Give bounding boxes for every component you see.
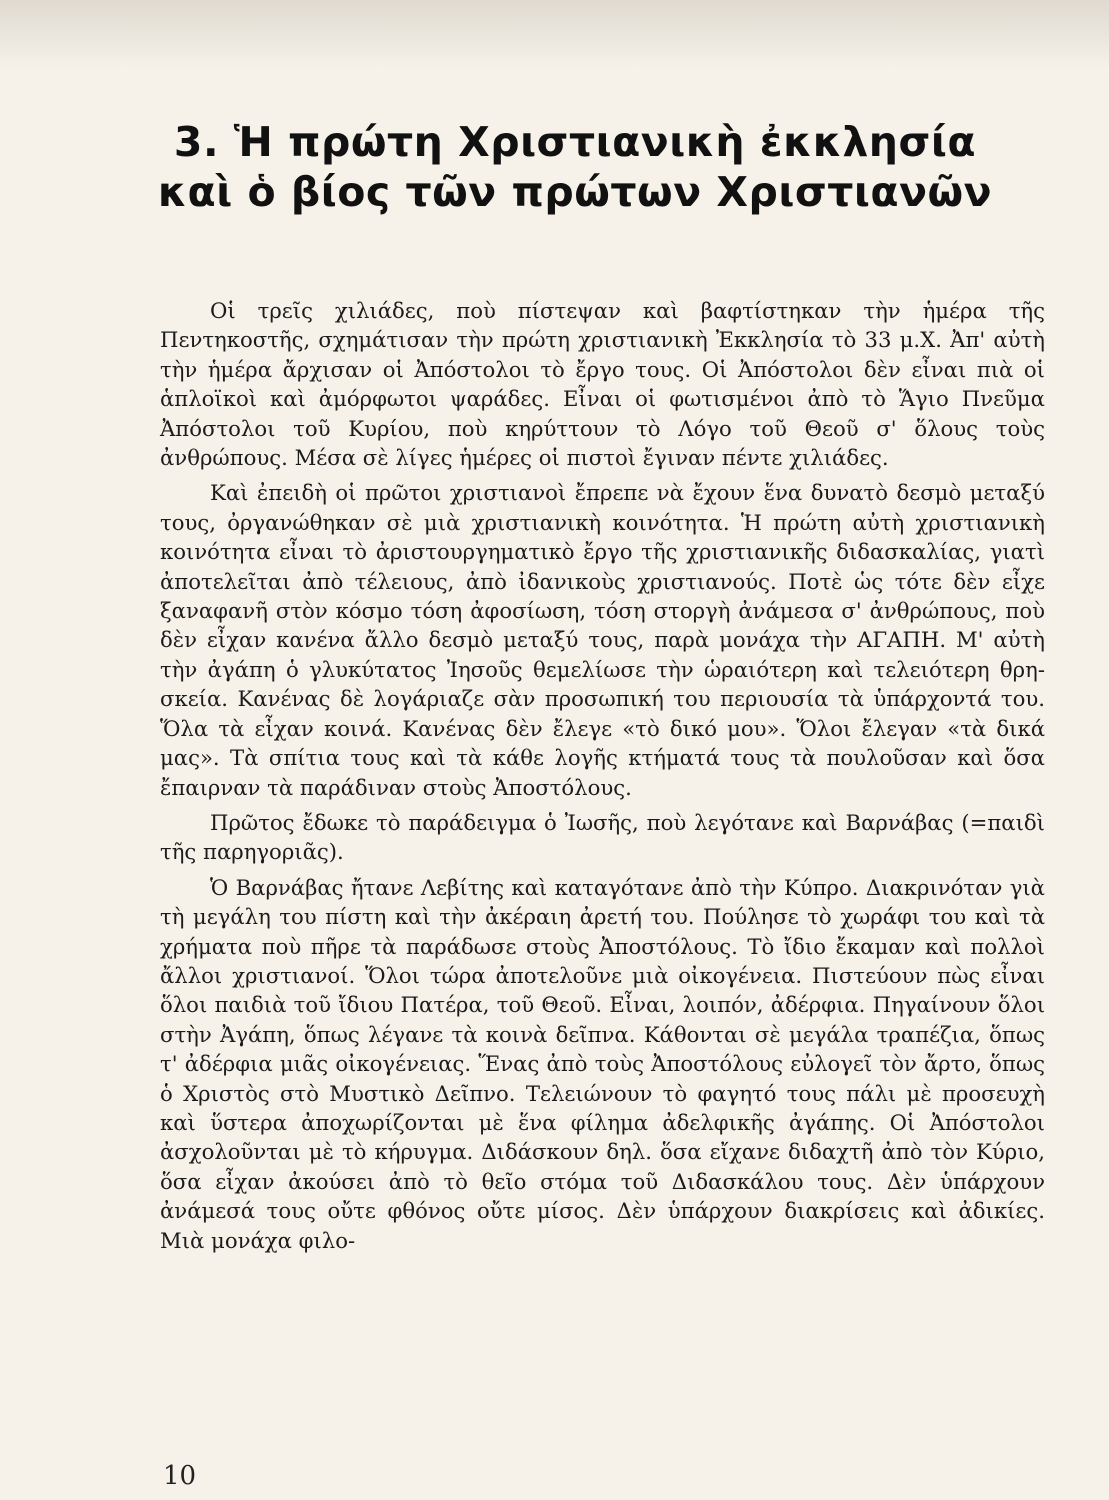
page-number: 10 bbox=[163, 1461, 197, 1491]
chapter-title-line-2: καὶ ὁ βίος τῶν πρώτων Χριστιανῶν bbox=[157, 168, 993, 216]
paragraph-2: Καὶ ἐπειδὴ οἱ πρῶτοι χριστιανοὶ ἔπρεπε νὰ ἔχουν ἕνα δυνατὸ δεσμὸ μεταξύ τους, ὀργανώθηκαν σὲ μιὰ χριστιανικὴ κοινότητα. Ἡ πρώτη αὐτὴ χριστιανικὴ κοινότητα εἶναι τὸ ἀριστουργηματικὸ ἔργο τῆς χριστιανικῆς διδασκαλίας, γιατὶ ἀποτελεῖται ἀπὸ τέλειους, ἀπὸ ἰδανικοὺς χριστιανούς. Ποτὲ ὡς τότε δὲν εἶχε ξαναφανῆ στὸν κόσμο τόση ἀφοσίωση, τόση στοργὴ ἀνάμεσα σ' ἀνθρώπους, ποὺ δὲν εἶχαν κανένα ἄλλο δεσμὸ μεταξύ τους, παρὰ μονάχα τὴν ΑΓΑΠΗ. Μ' αὐτὴ τὴν ἀγάπη ὁ γλυκύτατος Ἰησοῦς θεμελίωσε τὴν ὡραιότερη καὶ τελειότερη θρησκεία. Κανένας δὲ λογάριαζε σὰν προσωπική του περιουσία τὰ ὑπάρχοντά του. Ὅλα τὰ εἶχαν κοινά. Κανένας δὲν ἔλεγε «τὸ δικό μου». Ὅλοι ἔλεγαν «τὰ δικά μας». Τὰ σπίτια τους καὶ τὰ κάθε λογῆς κτήματά τους τὰ πουλοῦσαν καὶ ὅσα ἔπαιρναν τὰ παράδιναν στοὺς Ἀποστόλους. bbox=[160, 480, 1045, 800]
page-shadow bbox=[0, 0, 1109, 70]
paragraph-4: Ὁ Βαρνάβας ἤτανε Λεβίτης καὶ καταγότανε ἀπὸ τὴν Κύπρο. Διακρινόταν γιὰ τὴ μεγάλη του πίστη καὶ τὴν ἀκέραιη ἀρετή του. Πούλησε τὸ χωράφι του καὶ τὰ χρήματα ποὺ πῆρε τὰ παράδωσε στοὺς Ἀποστόλους. Τὸ ἴδιο ἔκαμαν καὶ πολλοὶ ἄλλοι χριστιανοί. Ὅλοι τώρα ἀποτελοῦνε μιὰ οἰκογένεια. Πιστεύουν πὼς εἶναι ὅλοι παιδιὰ τοῦ ἴδιου Πατέρα, τοῦ Θεοῦ. Εἶναι, λοιπόν, ἀδέρφια. Πηγαίνουν ὅλοι στὴν Ἀγάπη, ὅπως λέγανε τὰ κοινὰ δεῖπνα. Κάθονται σὲ μεγάλα τραπέζια, ὅπως τ' ἀδέρφια μιᾶς οἰκογένειας. Ἕνας ἀπὸ τοὺς Ἀποστόλους εὐλογεῖ τὸν ἄρτο, ὅπως ὁ Χριστὸς στὸ Μυστικὸ Δεῖπνο. Τελειώνουν τὸ φαγητό τους πάλι μὲ προσευχὴ καὶ ὕστερα ἀποχωρίζονται μὲ ἕνα φίλημα ἀδελφικῆς ἀγάπης. Οἱ Ἀπόστολοι ἀσχολοῦνται μὲ τὸ κήρυγμα. Διδάσκουν δηλ. ὅσα εἴχανε διδαχτῆ ἀπὸ τὸν Κύριο, ὅσα εἶχαν ἀκούσει ἀπὸ τὸ θεῖο στόμα τοῦ Διδασκάλου τους. Δὲν ὑπάρχουν ἀνάμεσά τους οὔτε φθόνος οὔτε μίσος. Δὲν ὑπάρχουν διακρίσεις καὶ ἀδικίες. Μιὰ μονάχα φιλο- bbox=[160, 874, 1045, 1253]
chapter-title-line-1: 3. Ἡ πρώτη Χριστιανικὴ ἐκκλησία bbox=[173, 118, 977, 166]
body-text bbox=[160, 296, 1045, 1261]
paragraph-1: Οἱ τρεῖς χιλιάδες, ποὺ πίστεψαν καὶ βαφτίστηκαν τὴν ἡμέρα τῆς Πεντηκοστῆς, σχημάτισαν τὴν πρώτη χριστιανικὴ Ἐκκλησία τὸ 33 μ.Χ. Ἀπ' αὐτὴ τὴν ἡμέρα ἄρχισαν οἱ Ἀπόστολοι τὸ ἔργο τους. Οἱ Ἀπόστολοι δὲν εἶναι πιὰ οἱ ἁπλοϊκοὶ καὶ ἀμόρφωτοι ψαράδες. Εἶναι οἱ φωτισμένοι ἀπὸ τὸ Ἅγιο Πνεῦμα Ἀπόστολοι τοῦ Κυρίου, ποὺ κηρύττουν τὸ Λόγο τοῦ Θεοῦ σ' ὅλους τοὺς ἀνθρώπους. Μέσα σὲ λίγες ἡμέρες οἱ πιστοὶ ἔγιναν πέντε χιλιάδες. bbox=[160, 298, 1045, 471]
paragraph-3: Πρῶτος ἔδωκε τὸ παράδειγμα ὁ Ἰωσῆς, ποὺ λεγότανε καὶ Βαρνάβας (=παιδὶ τῆς παρηγοριᾶς). bbox=[160, 809, 1045, 865]
